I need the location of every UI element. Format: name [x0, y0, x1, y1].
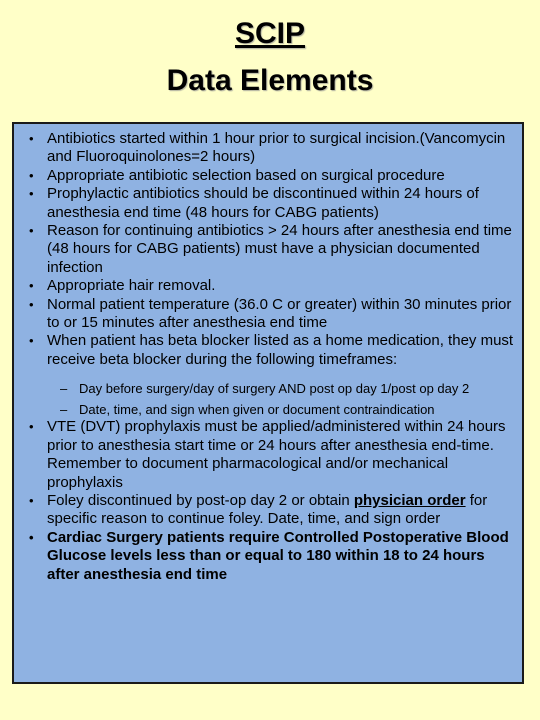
sub-list-item: – Date, time, and sign when given or document contraindication	[60, 402, 435, 418]
list-item: • Appropriate antibiotic selection based on surgical procedure	[29, 166, 445, 184]
title-line-data-elements: Data Elements	[166, 64, 374, 97]
bullet-icon: •	[29, 296, 34, 312]
list-item-vte: • VTE (DVT) prophylaxis must be applied/administered within 24 hours prior to anesthesia start time or 24 hours after anesthesia end-time. Remember to document pharmacological and/or mechanical prophylaxis	[29, 418, 506, 491]
bullet-icon: •	[29, 223, 34, 239]
bullet-icon: •	[29, 131, 34, 146]
title-line-scip: SCIP	[234, 17, 306, 50]
list-item: • Normal patient temperature (36.0 C or greater) within 30 minutes prior to or 15 minutes after anesthesia end time	[29, 295, 512, 332]
list-item: • Appropriate hair removal.	[29, 277, 216, 295]
bullet-icon: •	[29, 419, 34, 435]
bullet-icon: •	[29, 278, 34, 294]
bullet-icon: •	[29, 492, 34, 508]
bullet-icon: •	[29, 167, 34, 183]
sub-list-item: – Day before surgery/day of surgery AND post op day 1/post op day 2	[60, 381, 470, 397]
dash-icon: –	[60, 402, 68, 418]
bullet-icon: •	[29, 529, 34, 545]
bullet-icon: •	[29, 333, 34, 349]
content-panel	[12, 122, 524, 684]
bullet-icon: •	[29, 186, 34, 202]
dash-icon: –	[60, 381, 68, 397]
physician-order-emphasis: physician order	[353, 491, 466, 509]
list-item: • Antibiotics started within 1 hour prior to surgical incision.(Vancomycin and Fluoroquinolones=2 hours)	[29, 130, 506, 166]
list-item: • Reason for continuing antibiotics > 24 hours after anesthesia end time (48 hours for CABG patients) must have a physician documented infection	[29, 222, 512, 276]
list-item: • When patient has beta blocker listed as a home medication, they must receive beta blocker during the following timeframes:	[29, 332, 514, 368]
list-item-foley: • Foley discontinued by post-op day 2 or obtain physician order for specific reason to continue foley. Date, time, and sign order	[29, 491, 488, 528]
bullet-list	[14, 124, 522, 584]
list-item-cardiac: • Cardiac Surgery patients require Controlled Postoperative Blood Glucose levels less than or equal to 180 within 18 to 24 hours after anesthesia end time	[29, 528, 509, 583]
list-item: • Prophylactic antibiotics should be discontinued within 24 hours of anesthesia end time (48 hours for CABG patients)	[29, 185, 479, 221]
